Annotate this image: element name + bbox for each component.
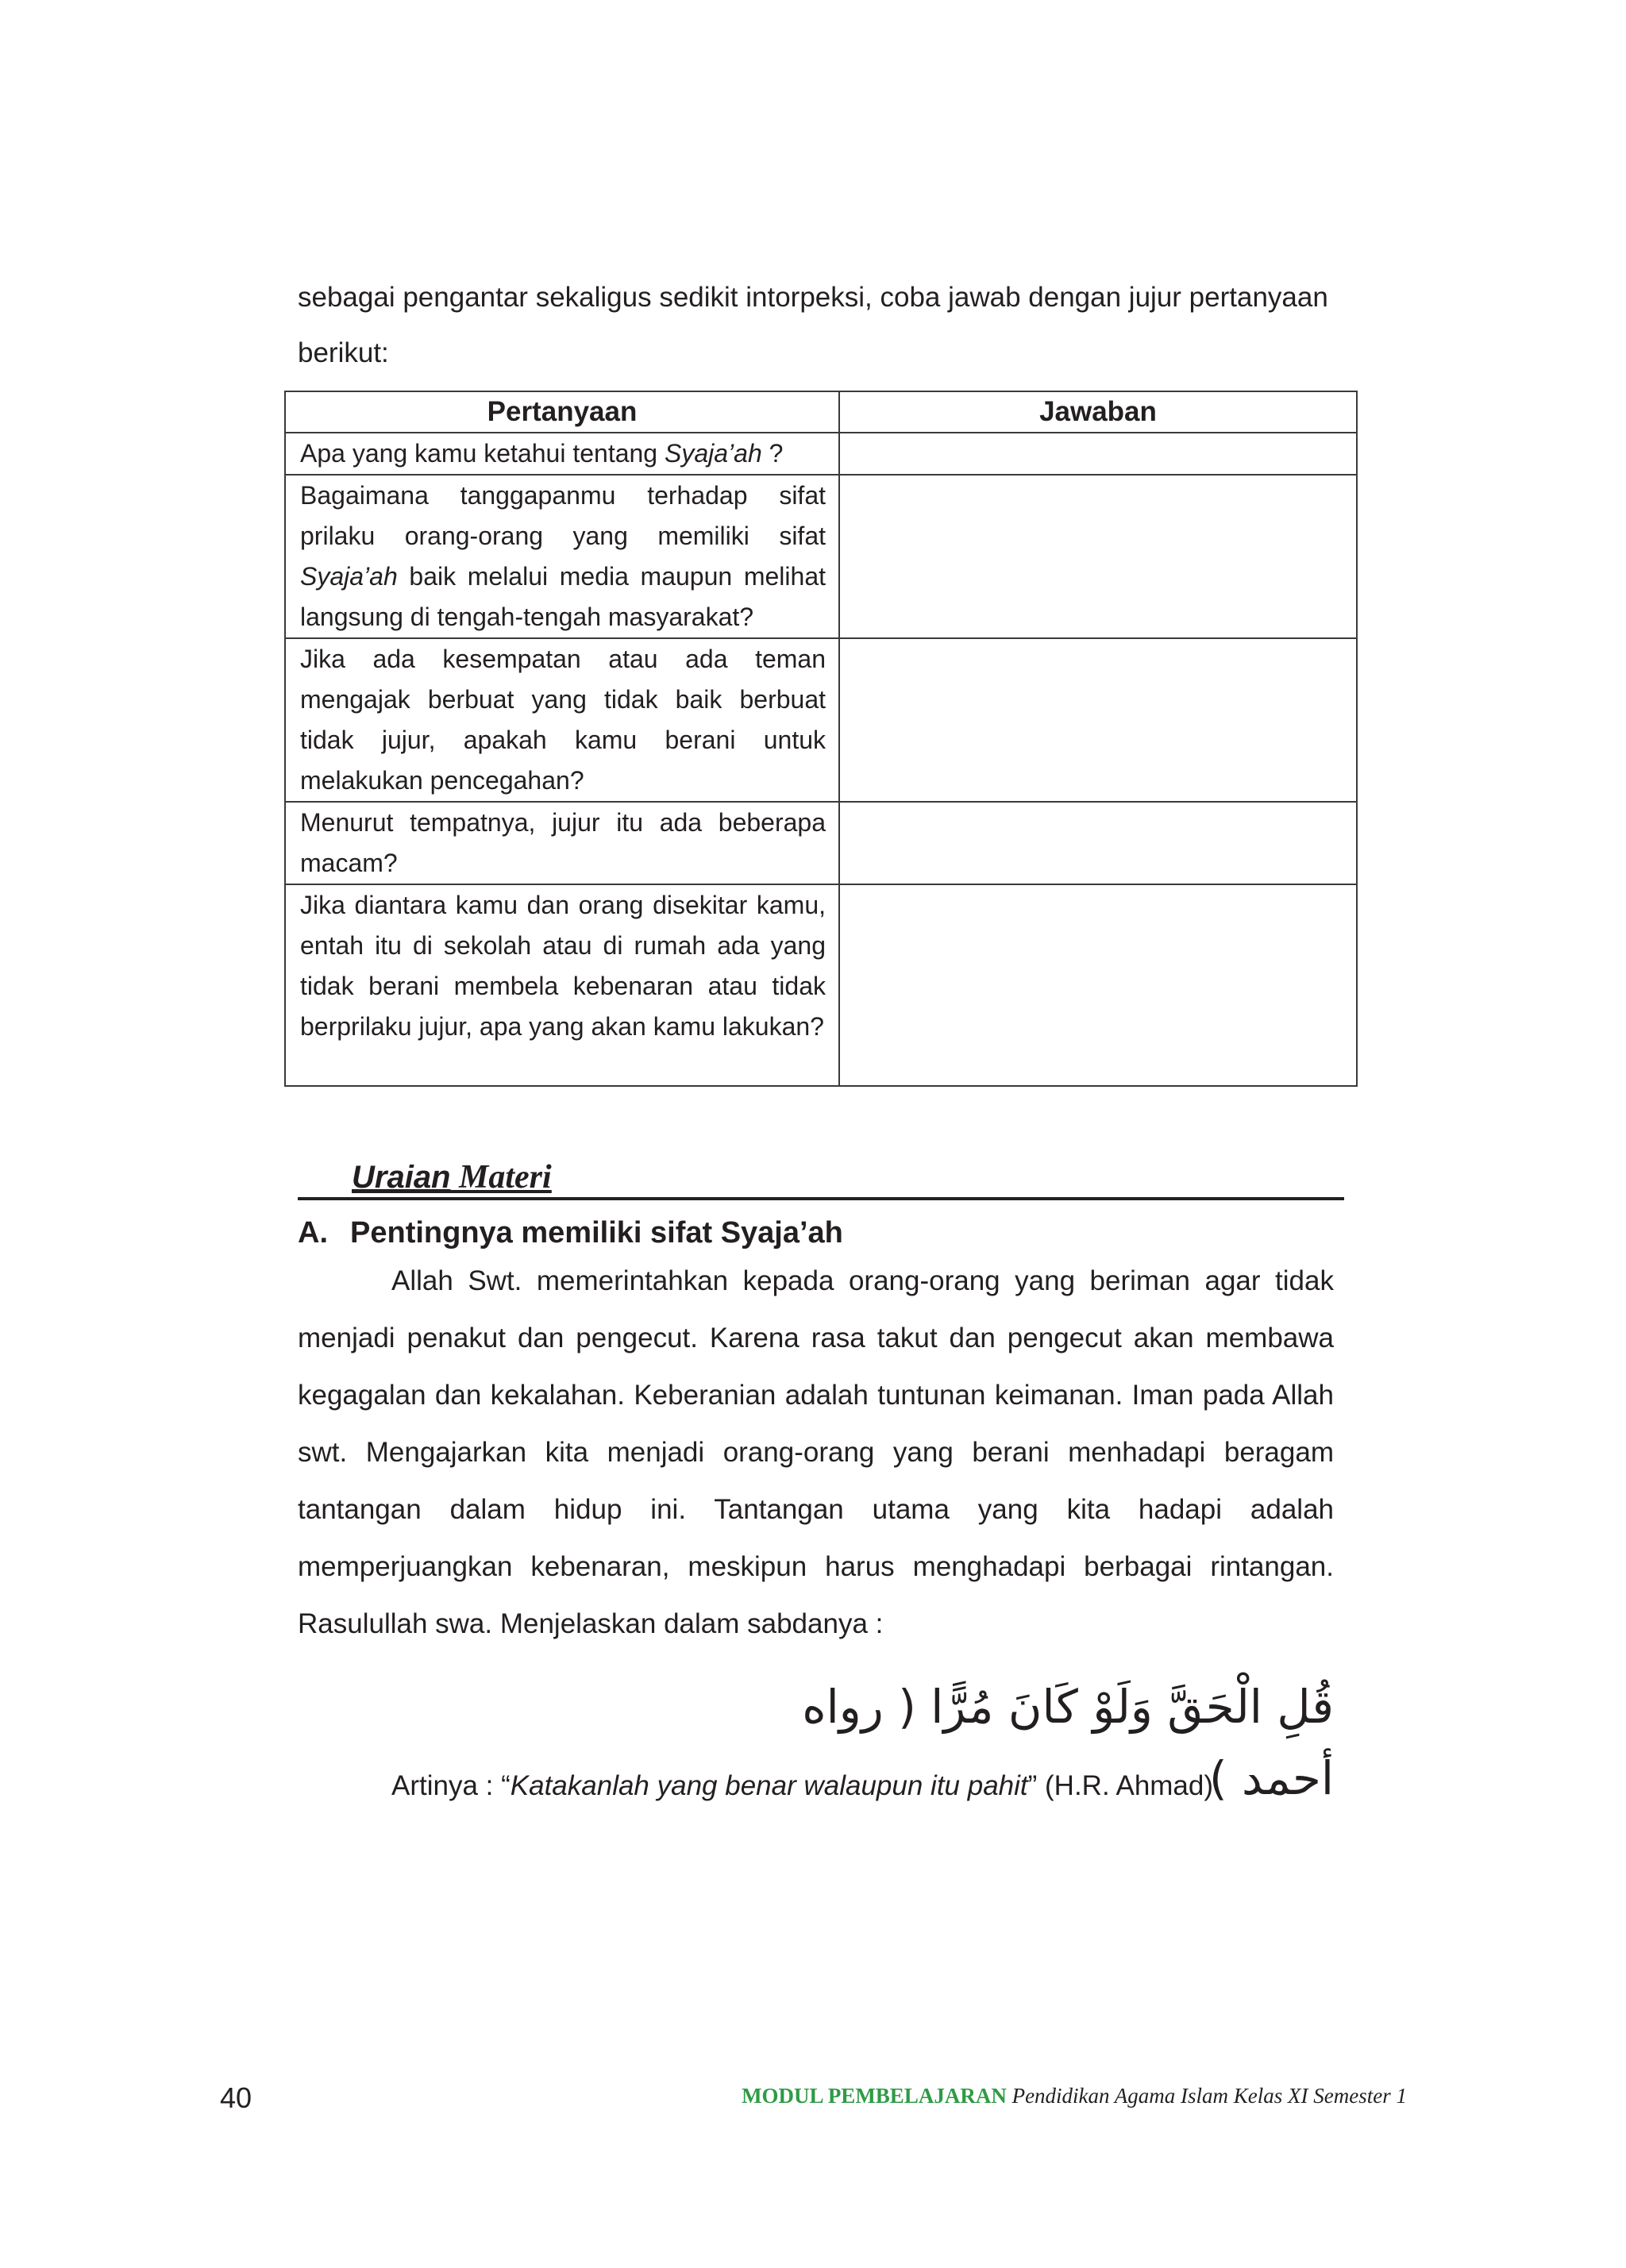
question-cell: Jika diantara kamu dan orang disekitar kamu, entah itu di sekolah atau di rumah ada yang tidak berani membela kebenaran atau tidak berprilaku jujur, apa yang akan kamu lakukan? [285, 884, 839, 1086]
section-heading [298, 1159, 1344, 1200]
answer-cell [839, 475, 1357, 638]
subsection-title: Pentingnya memiliki sifat Syaja’ah [350, 1216, 843, 1250]
answer-cell [839, 638, 1357, 802]
table-row [285, 475, 1357, 638]
question-table [284, 391, 1358, 1087]
question-cell: Jika ada kesempatan atau ada teman mengajak berbuat yang tidak baik berbuat tidak jujur, apakah kamu berani untuk melakukan pencegahan? [285, 638, 839, 802]
subsection-heading [298, 1213, 843, 1253]
hadith-meaning: Katakanlah yang benar walaupun itu pahit [510, 1770, 1028, 1801]
section-title: Uraian Materi [352, 1159, 552, 1196]
table-row [285, 802, 1357, 884]
body-paragraph: Allah Swt. memerintahkan kepada orang-orang yang beriman agar tidak menjadi penakut dan pengecut. Karena rasa takut dan pengecut akan membawa kegagalan dan kekalahan. Keberanian adalah tuntunan keimanan. Iman pada Allah swt. Mengajarkan kita menjadi orang-orang yang berani menhadapi beragam tantangan dalam hidup ini. Tantangan utama yang kita hadapi adalah memperjuangkan kebenaran, meskipun harus menghadapi berbagai rintangan. Rasulullah swa. Menjelaskan dalam sabdanya : [298, 1265, 1334, 1639]
answer-cell [839, 433, 1357, 475]
hadith-translation: Artinya : “Katakanlah yang benar walaupun itu pahit” (H.R. Ahmad) [391, 1770, 1214, 1801]
page-number: 40 [220, 2081, 252, 2114]
question-cell: Apa yang kamu ketahui tentang Syaja’ah ? [285, 433, 839, 475]
page-footer [742, 2080, 1407, 2112]
subsection-letter: A. [298, 1216, 328, 1250]
question-cell: Bagaimana tanggapanmu terhadap sifat prilaku orang-orang yang memiliki sifat Syaja’ah baik melalui media maupun melihat langsung di tengah-tengah masyarakat? [285, 475, 839, 638]
answer-cell [839, 884, 1357, 1086]
table-row [285, 433, 1357, 475]
intro-text: sebagai pengantar sekaligus sedikit intorpeksi, coba jawab dengan jujur pertanyaan berikut: [298, 282, 1328, 368]
header-jawaban: Jawaban [839, 391, 1357, 433]
hadith-arabic: قُلِ الْحَقَّ وَلَوْ كَانَ مُرًّا ( رواه أحمد ) [802, 1680, 1334, 1805]
header-pertanyaan: Pertanyaan [285, 391, 839, 433]
table-row [285, 884, 1357, 1086]
table-row [285, 638, 1357, 802]
footer-brand: MODUL PEMBELAJARAN [742, 2084, 1007, 2108]
question-cell: Menurut tempatnya, jujur itu ada beberapa macam? [285, 802, 839, 884]
answer-cell [839, 802, 1357, 884]
footer-subtitle: Pendidikan Agama Islam Kelas XI Semester 1 [1006, 2084, 1407, 2108]
